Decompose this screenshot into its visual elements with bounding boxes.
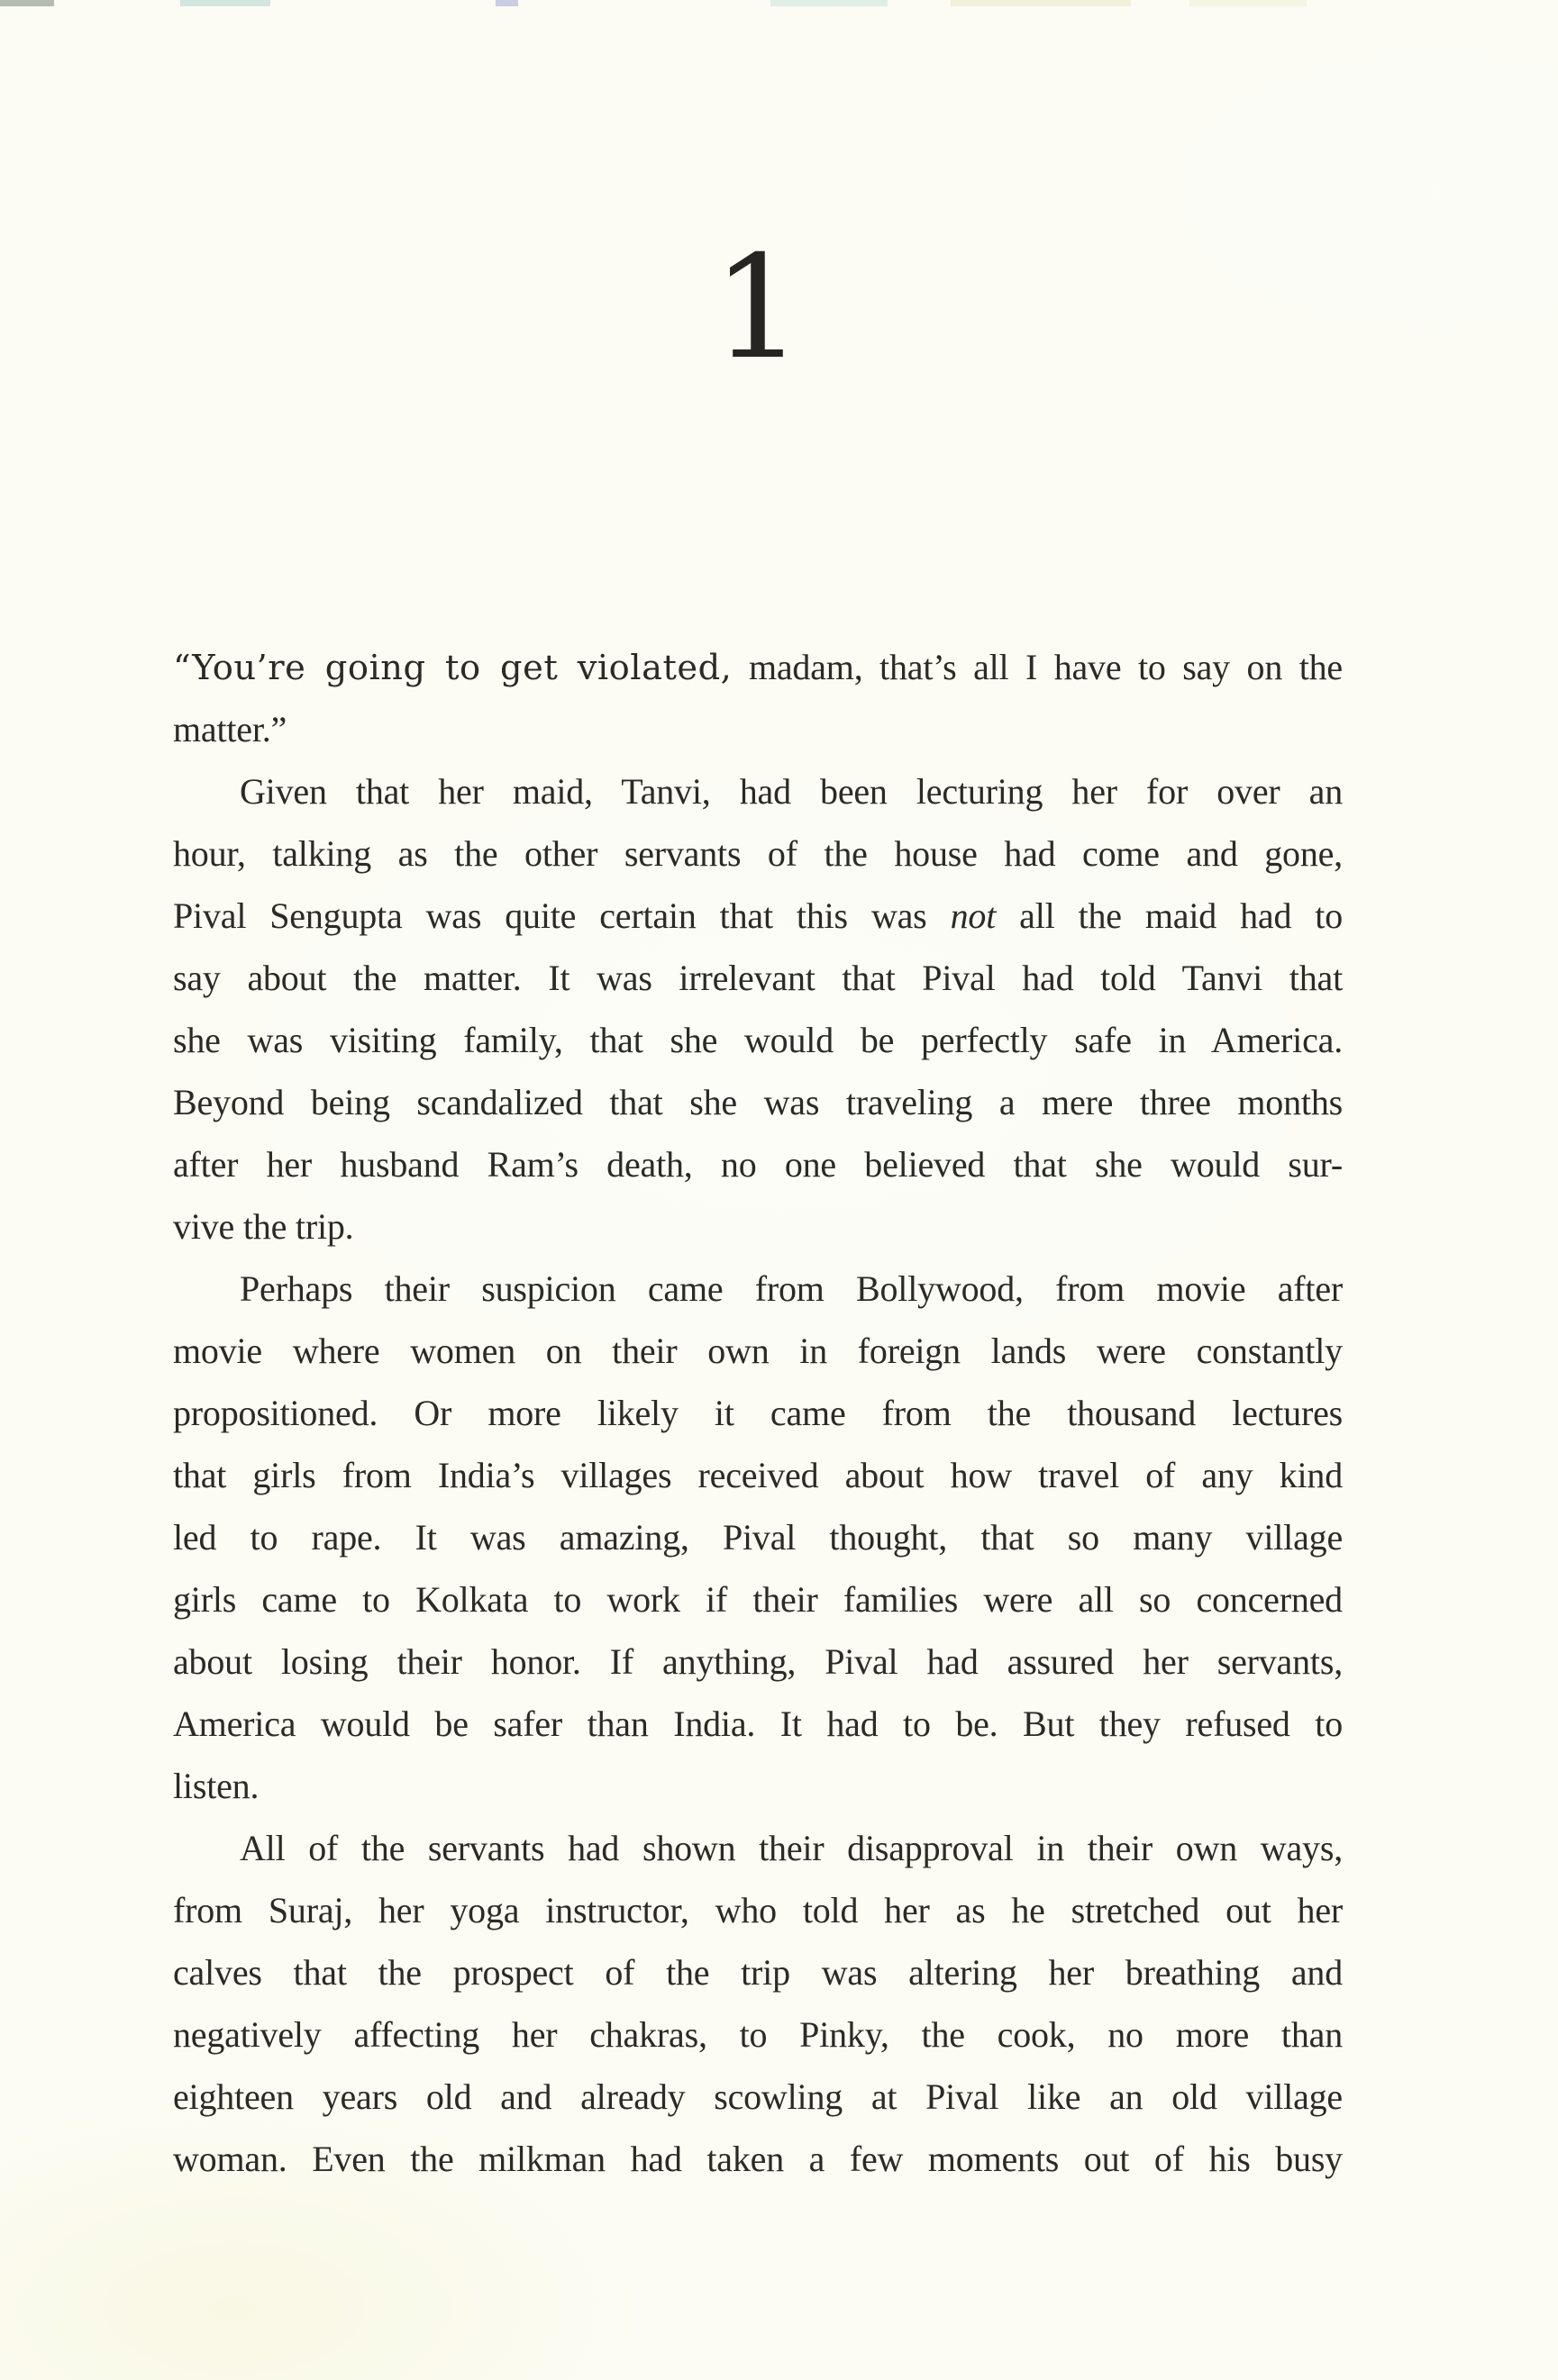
text-segment-normal: Pival Sengupta was quite certain that this was: [173, 895, 951, 936]
text-segment-normal: All of the servants had shown their disapproval in their own ways,: [240, 1828, 1343, 1868]
text-line: [173, 1879, 1343, 1941]
text-line: [173, 1568, 1343, 1631]
text-line: [173, 760, 1343, 822]
text-segment-normal: madam, that’s all I have to say on the: [732, 647, 1343, 687]
text-segment-normal: hour, talking as the other servants of the house had come and gone,: [173, 833, 1343, 874]
text-segment-italic: not: [950, 895, 997, 936]
chapter-number: 1: [712, 225, 804, 391]
text-line: [173, 1693, 1343, 1755]
text-line: [173, 1941, 1343, 2003]
text-line: [173, 885, 1343, 947]
text-line: [173, 1817, 1343, 1879]
text-segment-normal: say about the matter. It was irrelevant that Pival had told Tanvi that: [173, 958, 1343, 998]
text-line: [173, 1071, 1343, 1133]
text-segment-normal: she was visiting family, that she would be perfectly safe in America.: [173, 1020, 1343, 1060]
text-segment-normal: listen.: [173, 1766, 260, 1806]
text-line: [173, 1195, 1343, 1258]
text-line: [173, 1506, 1343, 1568]
text-line: [173, 1133, 1343, 1195]
text-line: [173, 1382, 1343, 1444]
text-line: [173, 1320, 1343, 1382]
text-segment-normal: propositioned. Or more likely it came from the thousand lectures: [173, 1393, 1343, 1433]
text-segment-normal: Given that her maid, Tanvi, had been lecturing her for over an: [240, 771, 1343, 812]
text-segment-normal: woman. Even the milkman had taken a few moments out of his busy: [173, 2139, 1343, 2179]
text-segment-normal: matter.”: [173, 709, 287, 749]
text-segment-normal: led to rape. It was amazing, Pival thought, that so many village: [173, 1517, 1343, 1558]
text-line: [173, 1631, 1343, 1693]
text-line: [173, 2066, 1343, 2128]
text-segment-normal: negatively affecting her chakras, to Pinky, the cook, no more than: [173, 2014, 1343, 2055]
scan-edge-artifact: [0, 0, 1558, 6]
text-segment-script: “You’re going to get violated,: [173, 648, 733, 688]
text-line: [173, 1009, 1343, 1071]
page-text: [173, 636, 1343, 2190]
text-line: [173, 1258, 1343, 1320]
text-segment-normal: about losing their honor. If anything, Pival had assured her servants,: [173, 1641, 1343, 1682]
text-segment-normal: vive the trip.: [173, 1206, 354, 1247]
text-segment-normal: eighteen years old and already scowling at Pival like an old village: [173, 2076, 1343, 2117]
text-segment-normal: Perhaps their suspicion came from Bollywood, from movie after: [240, 1268, 1343, 1309]
text-line: [173, 947, 1343, 1009]
text-segment-normal: from Suraj, her yoga instructor, who told her as he stretched out her: [173, 1890, 1343, 1930]
text-line: [173, 1755, 1343, 1817]
text-segment-normal: movie where women on their own in foreign lands were constantly: [173, 1331, 1343, 1371]
text-line: [173, 698, 1343, 760]
text-segment-normal: all the maid had to: [996, 895, 1344, 936]
text-segment-normal: America would be safer than India. It had to be. But they refused to: [173, 1703, 1343, 1744]
text-line: [173, 636, 1343, 698]
text-line: [173, 1444, 1343, 1506]
text-segment-normal: calves that the prospect of the trip was altering her breathing and: [173, 1952, 1343, 1993]
text-line: [173, 2128, 1343, 2190]
text-segment-normal: Beyond being scandalized that she was traveling a mere three months: [173, 1082, 1343, 1122]
text-line: [173, 2003, 1343, 2066]
text-segment-normal: after her husband Ram’s death, no one believed that she would sur-: [173, 1144, 1343, 1185]
text-line: [173, 822, 1343, 885]
text-segment-normal: that girls from India’s villages received about how travel of any kind: [173, 1455, 1343, 1495]
text-segment-normal: girls came to Kolkata to work if their families were all so concerned: [173, 1579, 1343, 1620]
